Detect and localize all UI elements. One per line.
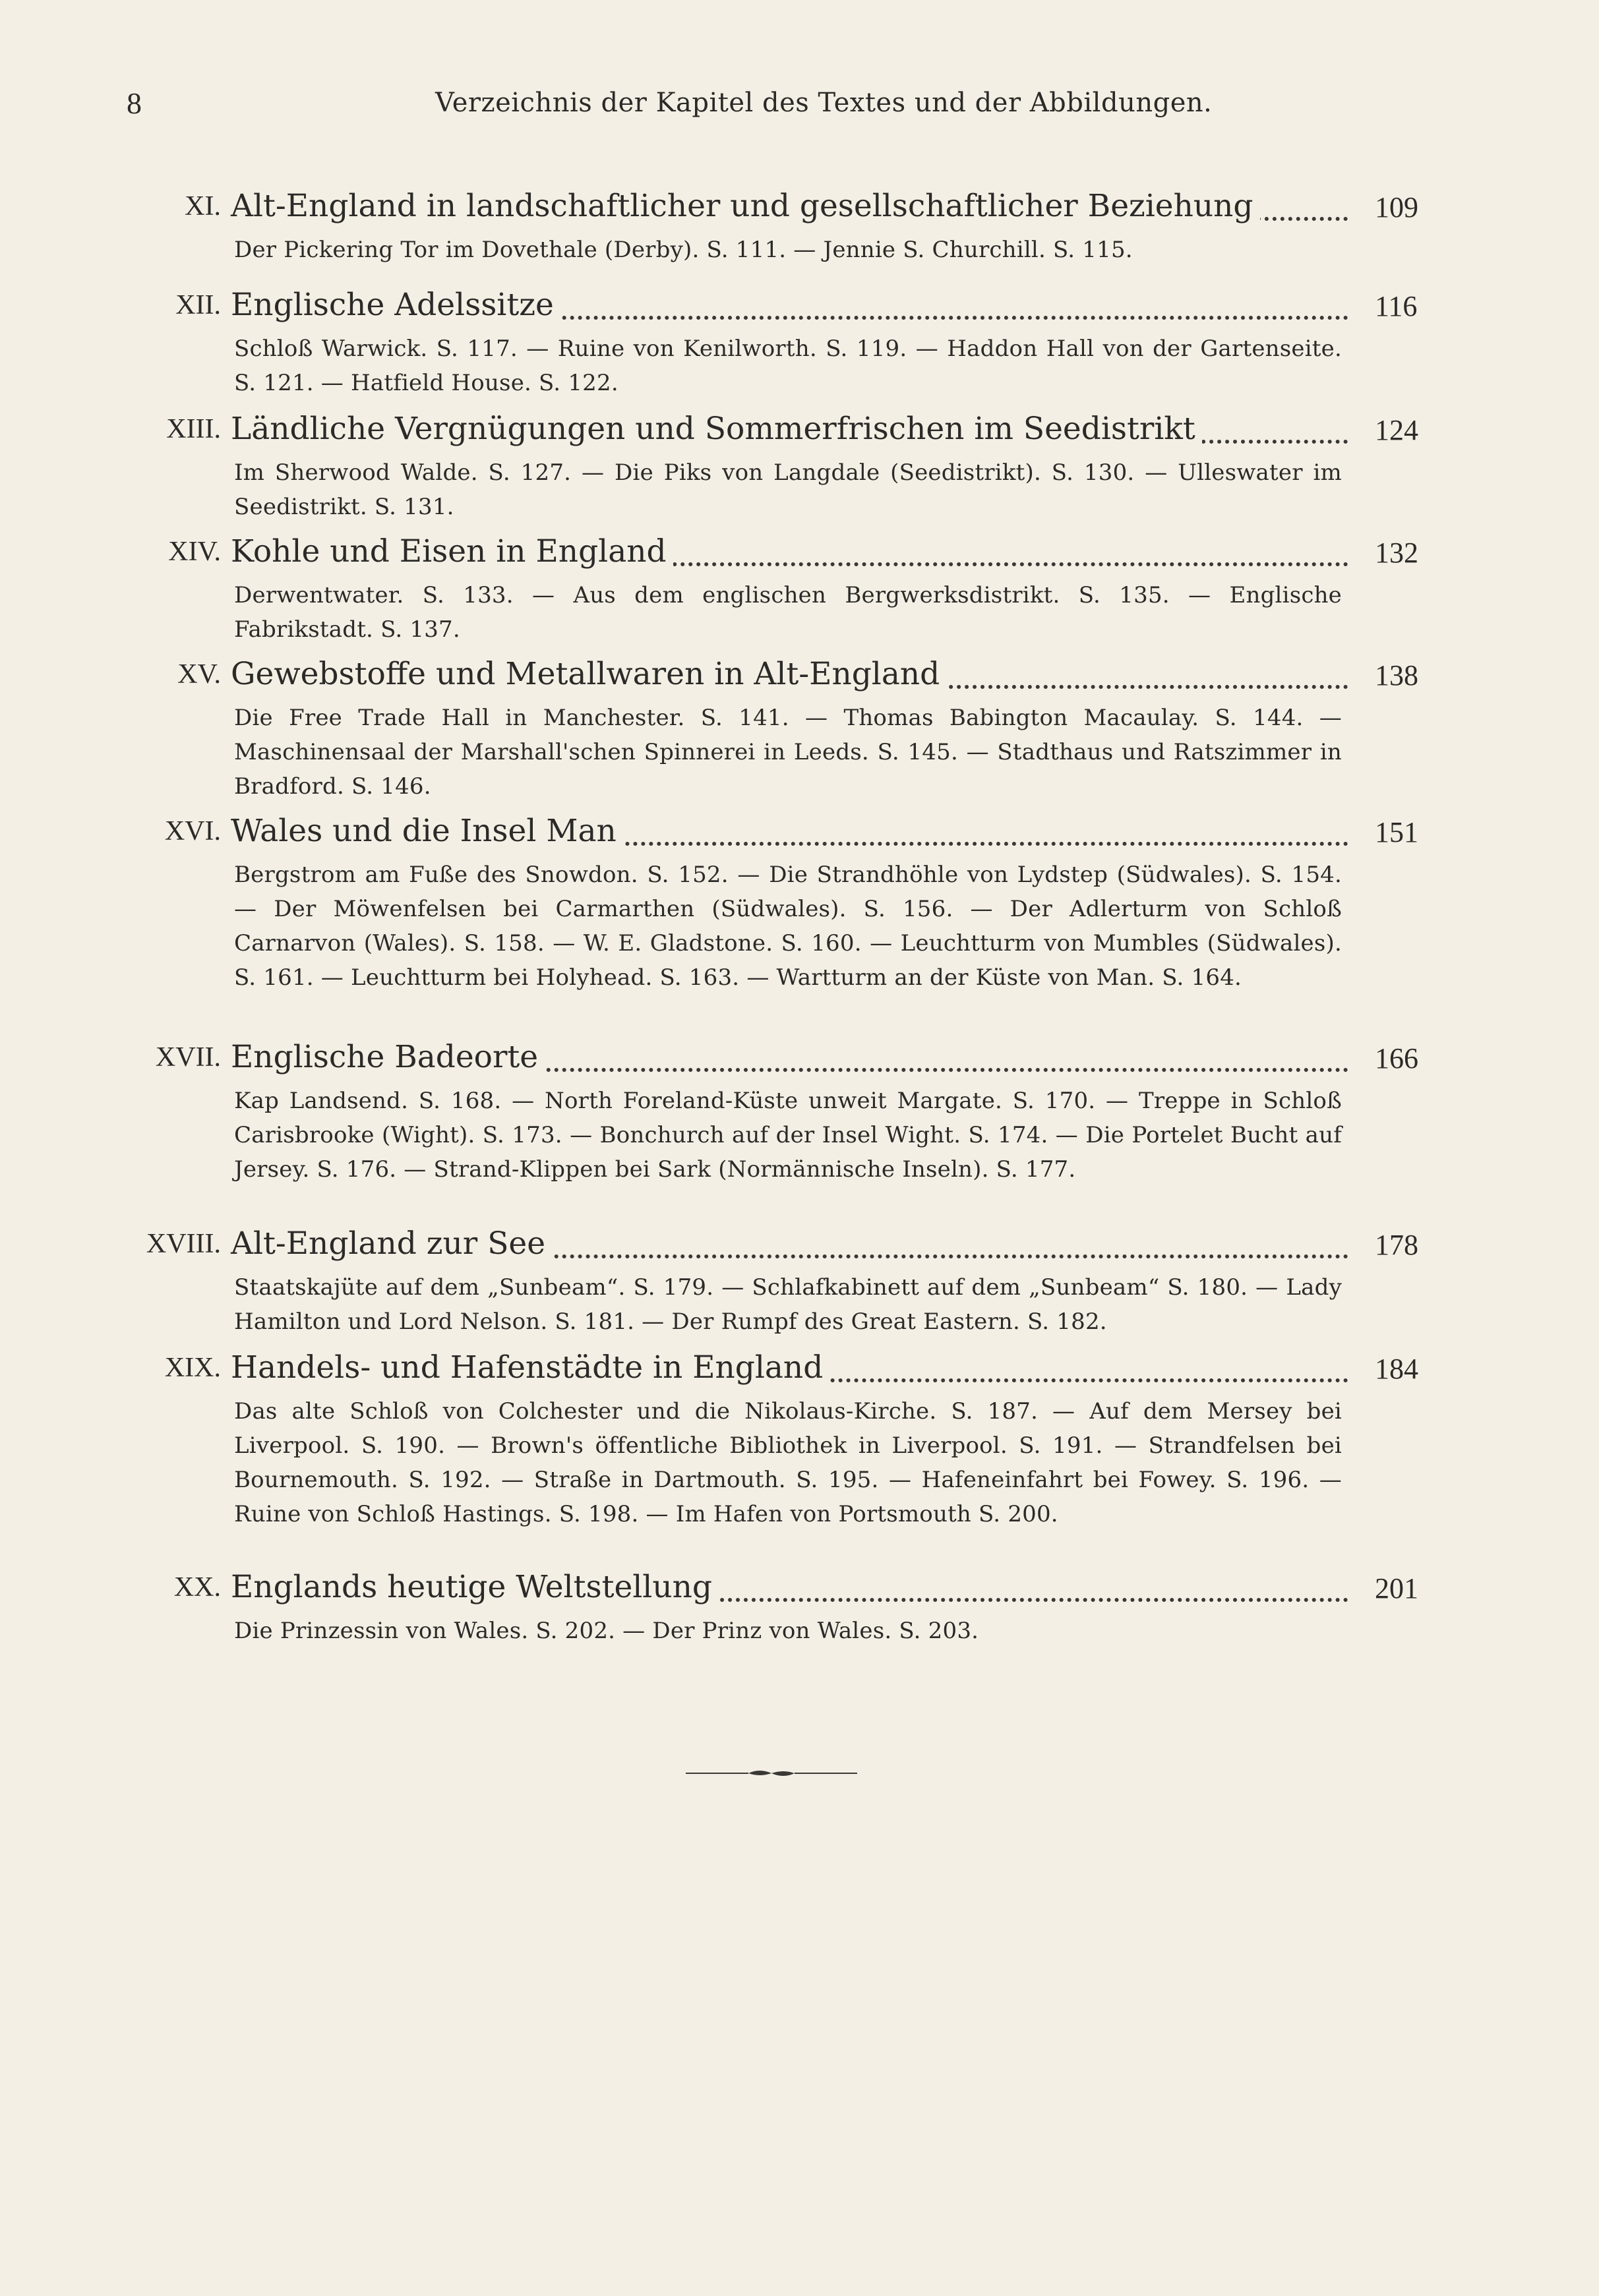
chapter-title: Englische Badeorte <box>231 1039 545 1075</box>
chapter-title: Englands heutige Weltstellung <box>231 1569 719 1605</box>
table-of-contents <box>0 188 1599 1666</box>
chapter-entry <box>0 1569 1599 1655</box>
chapter-numeral: XX. <box>173 1572 221 1603</box>
chapter-illustrations: Kap Landsend. S. 168. — North Foreland-Küste unweit Margate. S. 170. — Treppe in Schloß Carisbrooke (Wight). S. 173. — Bonchurch auf der Insel Wight. S. 174. — Die Portelet Bucht auf Jersey. S. 176. — Strand-Klippen bei Sark (Normännische Inseln). S. 177. <box>234 1088 1342 1183</box>
chapter-title: Alt-England in landschaftlicher und gesellschaftlicher Beziehung <box>231 188 1260 224</box>
chapter-illustrations: Staatskajüte auf dem „Sunbeam“. S. 179. — Schlafkabinett auf dem „Sunbeam“ S. 180. — Lady Hamilton und Lord Nelson. S. 181. — Der Rumpf des Great Eastern. S. 182. <box>234 1274 1342 1335</box>
chapter-illustrations: Bergstrom am Fuße des Snowdon. S. 152. — Die Strandhöhle von Lydstep (Südwales). S. 154. — Der Möwenfelsen bei Carmarthen (Südwales). S. 156. — Der Adlerturm von Schloß Carnarvon (Wales). S. 158. — W. E. Gladstone. S. 160. — Leuchtturm von Mumbles (Südwales). S. 161. — Leuchtturm bei Holyhead. S. 163. — Wartturm an der Küste von Man. S. 164. <box>234 862 1342 991</box>
chapter-illustrations: Derwentwater. S. 133. — Aus dem englischen Bergwerksdistrikt. S. 135. — Englische Fabrikstadt. S. 137. <box>234 582 1342 643</box>
chapter-title: Gewebstoffe und Metallwaren in Alt-England <box>231 656 946 692</box>
chapter-page: 201 <box>1375 1572 1418 1604</box>
chapter-illustrations: Schloß Warwick. S. 117. — Ruine von Kenilworth. S. 119. — Haddon Hall von der Gartenseite. S. 121. — Hatfield House. S. 122. <box>234 336 1342 396</box>
chapter-title: Ländliche Vergnügungen und Sommerfrischen im Seedistrikt <box>231 411 1202 447</box>
chapter-illustrations: Die Prinzessin von Wales. S. 202. — Der Prinz von Wales. S. 203. <box>234 1618 979 1644</box>
chapter-page: 184 <box>1375 1353 1418 1385</box>
chapter-numeral: XIX. <box>164 1353 221 1383</box>
chapter-numeral: XVII. <box>155 1042 221 1073</box>
chapter-entry <box>0 188 1599 275</box>
chapter-title: Wales und die Insel Man <box>231 813 623 849</box>
chapter-numeral: XIII. <box>166 414 221 444</box>
chapter-entry <box>0 1225 1599 1338</box>
chapter-numeral: XVI. <box>164 816 221 846</box>
chapter-page: 166 <box>1375 1042 1418 1074</box>
chapter-numeral: XI. <box>185 191 221 221</box>
chapter-page: 151 <box>1375 816 1418 848</box>
chapter-title: Alt-England zur See <box>231 1225 552 1262</box>
chapter-entry <box>0 533 1599 644</box>
chapter-entry <box>0 1349 1599 1557</box>
chapter-title: Kohle und Eisen in England <box>231 533 673 570</box>
chapter-entry <box>0 1039 1599 1214</box>
running-title: Verzeichnis der Kapitel des Textes und der Abbildungen. <box>435 88 1213 118</box>
chapter-page: 109 <box>1375 191 1418 223</box>
chapter-page: 116 <box>1375 290 1418 322</box>
chapter-numeral: XV. <box>177 659 221 690</box>
chapter-numeral: XII. <box>175 290 221 320</box>
chapter-entry <box>0 411 1599 521</box>
chapter-illustrations: Das alte Schloß von Colchester und die Nikolaus-Kirche. S. 187. — Auf dem Mersey bei Liverpool. S. 190. — Brown's öffentliche Bibliothek in Liverpool. S. 191. — Strandfelsen bei Bournemouth. S. 192. — Straße in Dartmouth. S. 195. — Hafeneinfahrt bei Fowey. S. 196. — Ruine von Schloß Hastings. S. 198. — Im Hafen von Portsmouth S. 200. <box>234 1398 1342 1527</box>
chapter-entry <box>0 287 1599 399</box>
chapter-page: 124 <box>1375 414 1418 446</box>
chapter-entry <box>0 813 1599 1027</box>
chapter-illustrations: Die Free Trade Hall in Manchester. S. 141. — Thomas Babington Macaulay. S. 144. — Maschinensaal der Marshall'schen Spinnerei in Leeds. S. 145. — Stadthaus und Ratszimmer in Bradford. S. 146. <box>234 705 1342 800</box>
page-number: 8 <box>127 86 142 120</box>
chapter-title: Handels- und Hafenstädte in England <box>231 1349 830 1386</box>
chapter-title: Englische Adelssitze <box>231 287 560 323</box>
closing-ornament <box>686 1767 857 1780</box>
chapter-numeral: XIV. <box>168 537 221 567</box>
chapter-illustrations: Im Sherwood Walde. S. 127. — Die Piks von Langdale (Seedistrikt). S. 130. — Ulleswater im Seedistrikt. S. 131. <box>234 459 1342 520</box>
chapter-page: 178 <box>1375 1229 1418 1261</box>
chapter-page: 132 <box>1375 537 1418 569</box>
chapter-entry <box>0 656 1599 801</box>
chapter-illustrations: Der Pickering Tor im Dovethale (Derby). S. 111. — Jennie S. Churchill. S. 115. <box>234 237 1133 263</box>
chapter-page: 138 <box>1375 659 1418 692</box>
chapter-numeral: XVIII. <box>146 1229 221 1259</box>
